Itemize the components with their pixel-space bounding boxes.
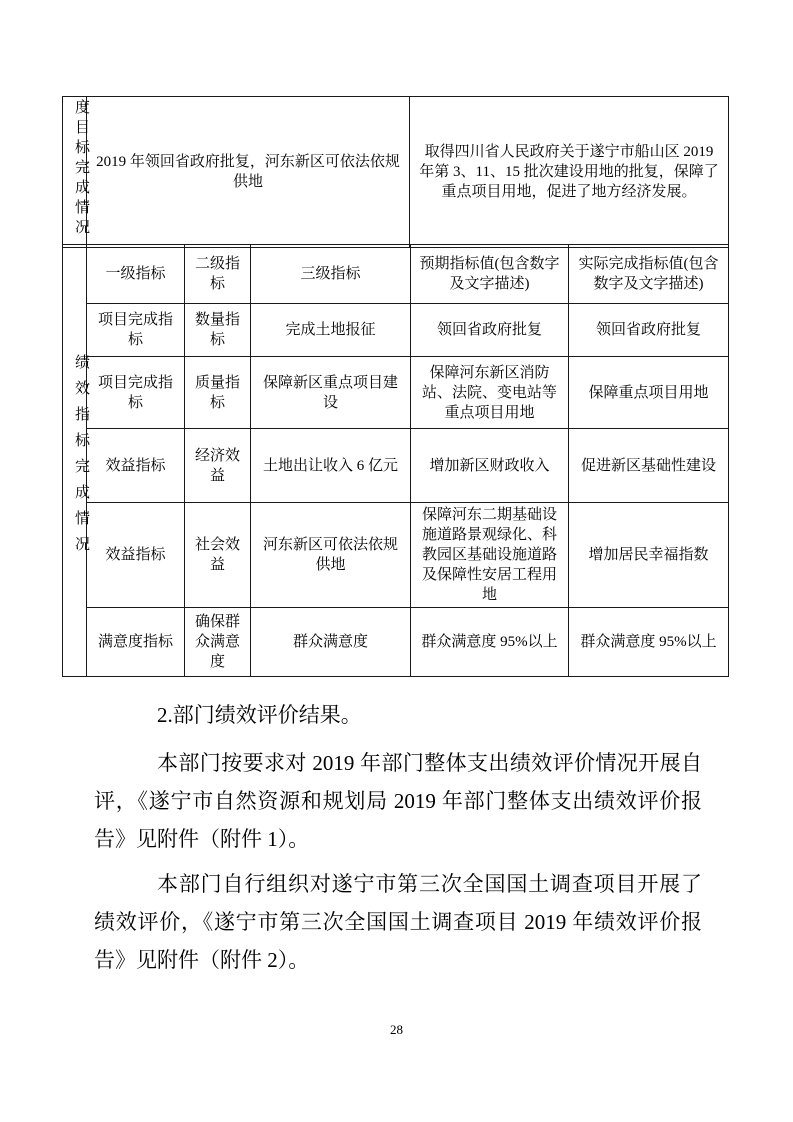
indicator-header-row [63, 245, 729, 304]
indicator-cell: 效益指标 [87, 429, 185, 503]
indicator-cell: 项目完成指标 [87, 304, 185, 357]
indicator-cell: 促进新区基础性建设 [569, 429, 729, 503]
indicator-cell: 土地出让收入 6 亿元 [251, 429, 411, 503]
indicator-cell: 项目完成指标 [87, 357, 185, 429]
indicator-cell: 群众满意度 95%以上 [411, 608, 569, 677]
indicator-cell: 河东新区可依法依规供地 [251, 503, 411, 608]
indicator-cell: 完成土地报征 [251, 304, 411, 357]
page-number: 28 [390, 1022, 403, 1037]
indicator-row [63, 304, 729, 357]
indicator-cell: 满意度指标 [87, 608, 185, 677]
indicator-cell: 增加新区财政收入 [411, 429, 569, 503]
indicator-cell: 确保群众满意度 [185, 608, 251, 677]
indicator-cell: 效益指标 [87, 503, 185, 608]
section-heading: 2.部门绩效评价结果。 [157, 703, 362, 727]
indicator-cell: 质量指标 [185, 357, 251, 429]
indicator-cell: 增加居民幸福指数 [569, 503, 729, 608]
paragraph-land-survey: 本部门自行组织对遂宁市第三次全国国土调查项目开展了绩效评价，《遂宁市第三次全国国土调查项目 2019 年绩效评价报告》见附件（附件 2）。 [94, 872, 702, 972]
indicator-cell: 数量指标 [185, 304, 251, 357]
indicator-row-group-label [63, 245, 87, 677]
indicator-cell: 保障新区重点项目建设 [251, 357, 411, 429]
indicator-row [63, 429, 729, 503]
indicator-row [63, 357, 729, 429]
header-level2-indicator: 二级指标 [185, 245, 251, 304]
indicator-row [63, 503, 729, 608]
header-level1-indicator: 一级指标 [87, 245, 185, 304]
indicator-cell: 群众满意度 95%以上 [569, 608, 729, 677]
indicator-row [63, 608, 729, 677]
performance-indicator-table [62, 244, 729, 677]
annual-target-table [62, 96, 729, 248]
annual-target-row-label [63, 97, 87, 248]
indicator-cell: 经济效益 [185, 429, 251, 503]
indicator-cell: 领回省政府批复 [411, 304, 569, 357]
indicator-cell: 群众满意度 [251, 608, 411, 677]
indicator-row-group-label-text: 绩效指标完成情况 [73, 353, 89, 562]
paragraph-self-evaluation: 本部门按要求对 2019 年部门整体支出绩效评价情况开展自评，《遂宁市自然资源和规划局 2019 年部门整体支出绩效评价报告》见附件（附件 1）。 [94, 751, 702, 851]
annual-target-row-label-text: 度目标完成情况 [73, 99, 89, 239]
indicator-cell: 社会效益 [185, 503, 251, 608]
annual-target-expected-cell: 2019 年领回省政府批复，河东新区可依法依规供地 [87, 97, 410, 248]
header-actual-value: 实际完成指标值(包含数字及文字描述) [569, 245, 729, 304]
annual-target-row [63, 97, 729, 248]
header-expected-value: 预期指标值(包含数字及文字描述) [411, 245, 569, 304]
body-text [94, 696, 702, 979]
indicator-cell: 保障重点项目用地 [569, 357, 729, 429]
indicator-cell: 保障河东二期基础设施道路景观绿化、科教园区基础设施道路及保障性安居工程用地 [411, 503, 569, 608]
indicator-cell: 领回省政府批复 [569, 304, 729, 357]
annual-target-actual-cell: 取得四川省人民政府关于遂宁市船山区 2019 年第 3、11、15 批次建设用地的批复，保障了重点项目用地，促进了地方经济发展。 [410, 97, 729, 248]
header-level3-indicator: 三级指标 [251, 245, 411, 304]
indicator-cell: 保障河东新区消防站、法院、变电站等重点项目用地 [411, 357, 569, 429]
